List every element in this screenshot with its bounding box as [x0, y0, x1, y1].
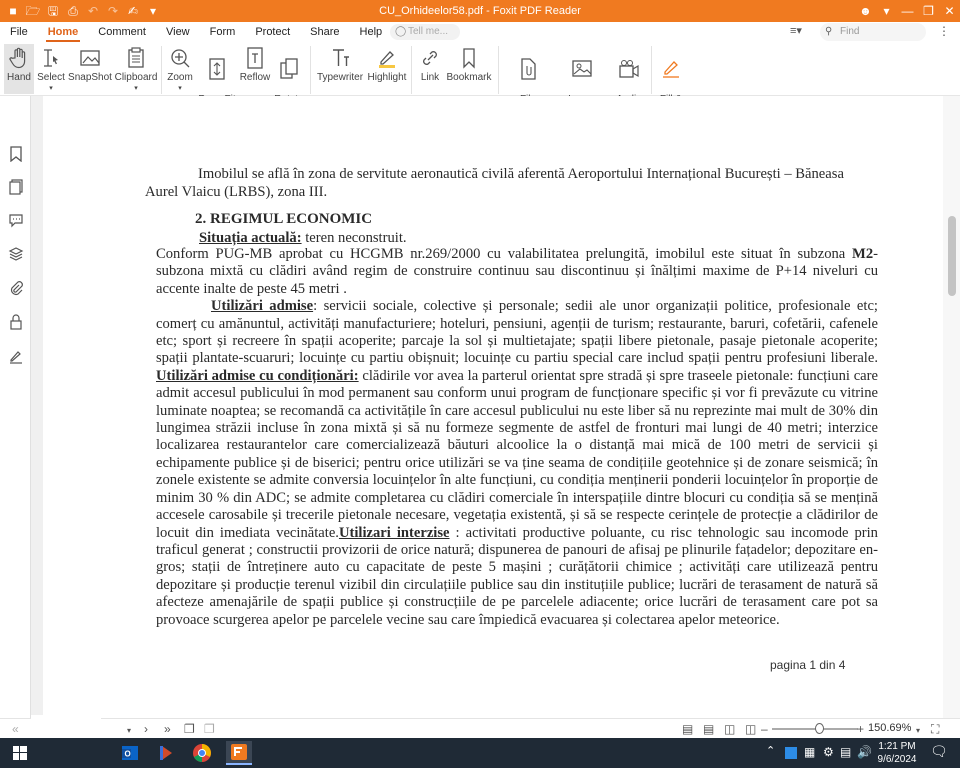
comments-panel-icon[interactable]: [8, 212, 24, 228]
pug-text-continued: -subzona mixtă cu clădiri având regim de construire continuu sau discontinuu și înălțimi maxime de P+14 niveluri cu accente inalte de peste 45 metri .: [156, 246, 878, 297]
ribbon-separator: [498, 46, 499, 94]
typewriter-tool[interactable]: [314, 44, 366, 83]
customize-quick-access-icon[interactable]: ▾: [149, 4, 157, 18]
snapshot-label: SnapShot: [68, 72, 112, 83]
page-fit-icon: [198, 55, 236, 83]
volume-icon[interactable]: 🔊: [857, 745, 872, 759]
menu-form[interactable]: Form: [209, 26, 236, 38]
situatia-label: Situația actuală:: [199, 230, 302, 246]
first-page-icon[interactable]: «: [12, 722, 19, 736]
zoom-icon: [164, 44, 196, 72]
window-controls: [855, 0, 960, 22]
layers-panel-icon[interactable]: [8, 246, 24, 262]
bookmark-tool[interactable]: [446, 44, 492, 83]
rotate-view-icon: [272, 55, 306, 83]
account-dropdown-icon[interactable]: ▾: [883, 4, 890, 18]
admise-label: Utilizări admise: [211, 298, 314, 315]
continuous-facing-icon[interactable]: ◫: [745, 722, 757, 736]
audio-video-icon: [610, 55, 648, 83]
page-number-footer: pagina 1 din 4: [770, 658, 846, 672]
doc-body: [156, 246, 878, 629]
find-input[interactable]: [820, 23, 926, 41]
clipboard-label: Clipboard: [114, 72, 158, 83]
bookmarks-panel-icon[interactable]: [8, 146, 24, 162]
ribbon-toolbar: [0, 42, 960, 96]
situatia-text: teren neconstruit.: [301, 230, 407, 246]
menu-help[interactable]: Help: [359, 26, 383, 38]
menu-file[interactable]: File: [10, 26, 28, 38]
zoom-tool[interactable]: [164, 44, 196, 94]
security-panel-icon[interactable]: [8, 314, 24, 330]
select-label: Select: [37, 72, 65, 83]
network-icon[interactable]: ▤: [840, 745, 852, 759]
document-view[interactable]: [31, 96, 943, 718]
zoom-slider-knob[interactable]: [815, 723, 824, 734]
reflow-tool[interactable]: [238, 44, 272, 83]
lightbulb-icon: ◯: [395, 26, 407, 37]
clipboard-tool[interactable]: [114, 44, 158, 94]
fill-sign-icon: [654, 55, 688, 83]
select-dropdown-icon: ▾: [49, 85, 53, 92]
hand-icon: [4, 44, 34, 72]
notifications-icon[interactable]: 🗨: [930, 743, 948, 759]
account-icon[interactable]: ☻: [859, 4, 872, 18]
clock-time: 1:21 PM: [878, 741, 916, 752]
pdf-page: [43, 96, 943, 718]
page-dropdown-icon[interactable]: ▾: [127, 726, 132, 735]
zoom-in-button[interactable]: +: [857, 722, 865, 736]
doc-line-2: Aurel Vlaicu (LRBS), zona III.: [145, 184, 328, 200]
scrollbar-thumb[interactable]: [948, 216, 956, 296]
tray-settings-icon[interactable]: ⚙: [823, 745, 834, 759]
minimize-button[interactable]: —: [901, 4, 914, 18]
system-clock[interactable]: [872, 740, 922, 766]
subzone-code: M2: [852, 246, 874, 262]
zoom-slider[interactable]: [772, 728, 858, 730]
search-icon: ⚲: [825, 26, 833, 37]
foxit-app-icon[interactable]: [226, 741, 252, 765]
select-icon: [36, 44, 66, 72]
pug-text: Conform PUG-MB aprobat cu HCGMB nr.269/2000 cu valabilitatea prelungită, imobilul este situat în subzona: [156, 246, 853, 262]
quick-access-toolbar: [0, 3, 162, 19]
fullscreen-icon[interactable]: ⛶: [931, 722, 940, 736]
doc-situatia: [199, 230, 407, 247]
select-tool[interactable]: [36, 44, 66, 94]
menu-protect[interactable]: Protect: [255, 26, 291, 38]
bookmark-label: Bookmark: [446, 72, 492, 83]
single-page-icon[interactable]: ▤: [682, 722, 694, 736]
tray-app-icon[interactable]: [785, 747, 797, 759]
doc-paragraph-pug: [156, 246, 878, 298]
reflow-label: Reflow: [239, 72, 271, 83]
snapshot-icon: [68, 44, 112, 72]
tell-me-placeholder: Tell me...: [408, 26, 449, 37]
undo-icon[interactable]: ↶: [87, 4, 99, 18]
typewriter-label: Typewriter: [316, 72, 364, 83]
menu-share[interactable]: Share: [310, 26, 340, 38]
highlight-label: Highlight: [367, 72, 407, 83]
svg-text:O: O: [124, 749, 131, 759]
last-page-icon[interactable]: »: [164, 722, 171, 736]
hand-label: Hand: [7, 72, 31, 83]
image-annotation-icon: [556, 55, 608, 83]
interzise-label: Utilizari interzise: [338, 524, 450, 541]
link-label: Link: [420, 72, 440, 83]
next-page-icon[interactable]: ›: [144, 722, 148, 736]
chrome-app-icon[interactable]: [190, 741, 214, 765]
ribbon-separator: [161, 46, 162, 94]
status-bar: [0, 718, 960, 738]
signature-panel-icon[interactable]: [8, 348, 24, 364]
outlook-app-icon[interactable]: [118, 741, 142, 765]
zoom-dropdown-icon[interactable]: ▾: [916, 726, 921, 735]
window-title: CU_Orhideelor58.pdf - Foxit PDF Reader: [379, 5, 581, 17]
zoom-dropdown-icon: ▾: [178, 85, 182, 92]
restore-button[interactable]: ❐: [923, 4, 934, 18]
link-icon: [416, 44, 444, 72]
menu-comment[interactable]: Comment: [98, 26, 146, 38]
link-tool[interactable]: [416, 44, 444, 83]
find-placeholder: Find: [840, 26, 860, 37]
print-icon[interactable]: ⎙: [68, 4, 78, 18]
vertical-scrollbar[interactable]: [943, 96, 960, 718]
close-button[interactable]: ✕: [944, 4, 955, 18]
doc-line-1: Imobilul se află în zona de servitute aeronautică civilă aferentă Aeroportului Internațional București – Băneasa: [198, 166, 844, 182]
ribbon-separator: [651, 46, 652, 94]
menu-view[interactable]: View: [165, 26, 190, 38]
facing-page-icon[interactable]: ◫: [724, 722, 736, 736]
zoom-value[interactable]: 150.69%: [868, 722, 912, 734]
conditionari-label: Utilizări admise cu condiționări:: [156, 367, 359, 384]
title-bar: [0, 0, 960, 22]
menu-bar: [0, 22, 960, 42]
reflow-icon: [238, 44, 272, 72]
zoom-out-button[interactable]: –: [761, 722, 768, 736]
interzise-text: : activitati productive poluante, cu risc tehnologic sau incomode prin traficul generat ; constructii provizorii de orice natură; dispunerea de panouri de afisaj pe plinurile fațadelor; depozitare en-gros; stații de întreținere auto cu capacitate de peste 5 mașini ; curățătorii chimice ; activități care utilizează pentru depozitare și producție terenul vizibil din circulațiile publice sau din instituțiile publice; lucrări de terasament de natură să afecteze amenajările de spații publice și construcțiile de pe parcelele adiacente; orice lucrări de terasament care pot sa provoace scurgerea apelor pe parcelele vecine sau care împiedică evacuarea și colectarea apelor meteorice.: [156, 524, 878, 628]
doc-heading: 2. REGIMUL ECONOMIC: [195, 211, 373, 227]
ribbon-separator: [310, 46, 311, 94]
save-icon[interactable]: 🖫: [47, 4, 59, 18]
file-attachment-icon: [502, 55, 554, 83]
media-app-icon[interactable]: [154, 741, 178, 765]
clipboard-icon: [114, 44, 158, 72]
attachments-panel-icon[interactable]: [8, 280, 24, 296]
clock-date: 9/6/2024: [877, 754, 917, 765]
pages-panel-icon[interactable]: [8, 179, 24, 195]
foxit-logo-icon: ■: [9, 4, 17, 18]
copy-page-icon[interactable]: ❐: [184, 722, 195, 736]
tray-expand-icon[interactable]: ⌃: [766, 745, 776, 757]
windows-start-icon[interactable]: [8, 741, 32, 765]
admise-text: : servicii sociale, colective și personale; sedii ale unor organizații politice, profesionale etc; comerț cu amănuntul, activități manufacturiere; hoteluri, pensiuni, agenții de turism; restaurante, baruri, cofetării, cafenele etc; sport și recreere în spații acoperite; parcaje la sol și multietajate; spații libere pietonale, pasaje pietonale acoperite; spații plantate-scuaruri; locuințe cu partiu obișnuit; locuințe cu partiu special care includ spații pentru profesiuni liberale.: [156, 298, 878, 367]
paste-page-icon[interactable]: ❐: [204, 722, 215, 736]
clipboard-dropdown-icon: ▾: [134, 85, 138, 92]
highlight-icon: [366, 44, 408, 72]
ribbon-separator: [411, 46, 412, 94]
hand-quick-icon[interactable]: ✍: [127, 4, 139, 18]
hand-tool[interactable]: [4, 44, 34, 94]
open-file-icon[interactable]: 🗁: [25, 4, 41, 18]
continuous-page-icon[interactable]: ▤: [703, 722, 715, 736]
highlight-tool[interactable]: [366, 44, 408, 83]
doc-paragraph-utilizari: [156, 298, 878, 629]
tell-me-input[interactable]: [390, 24, 460, 40]
bookmark-icon: [446, 44, 492, 72]
conditionari-text: clădirile vor avea la parterul orientat spre stradă și spre traseele pietonale: funcțiuni care admit accesul publicului în mod permanent sau conform unui program de funcționare specific și vor fi prevăzute cu vitrine luminate noaptea; se recomandă ca activitățile în care accesul publicului nu este liber să nu reprezinte mai mult de 30% din lungimea străzii incluse în zona mixtă și să nu formeze segmente de astfel de fronturi mai lungi de 40 metri; interzice localizarea restaurantelor care comercializează băuturi alcoolice la o distanță mai mică de 100 metri de servicii și echipamente publice și de biserici; pentru orice utilizări se va ține seama de condițiile geotehnice și de zonare seismică; în zonele existente se admite conversia locuințelor în alte funcțiuni, cu condiția menținerii ponderii locuințelor în proporție de minim 30 % din ADC; se admite completarea cu clădiri comerciale în interspațiile dintre blocuri cu condiția să se mențină accesele carosabile și trecerile pietonale necesare, vegetația existentă, și să se respecte cerințele de protecție a clădirilor de locuit din imediata vecinătate.: [156, 367, 878, 541]
menu-home[interactable]: Home: [38, 22, 89, 42]
snapshot-tool[interactable]: [68, 44, 112, 83]
redo-icon[interactable]: ↷: [107, 4, 119, 18]
tray-display-icon[interactable]: ▦: [804, 745, 816, 759]
more-options-icon[interactable]: ⋮: [938, 24, 950, 38]
left-navigation-panel: [0, 96, 31, 718]
windows-taskbar: [0, 738, 960, 768]
zoom-label: Zoom: [167, 72, 193, 83]
ribbon-layout-icon[interactable]: ≡▾: [790, 25, 802, 37]
typewriter-icon: [314, 44, 366, 72]
